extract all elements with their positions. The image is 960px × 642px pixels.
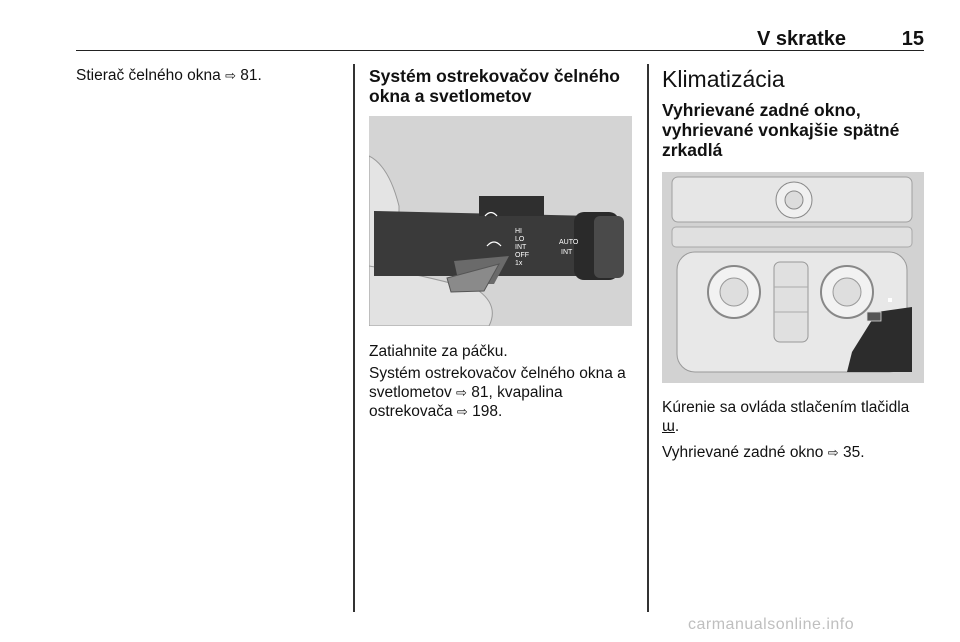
column-3 [662, 66, 932, 160]
label-lo: LO [515, 236, 525, 243]
rear-defrost-icon: ɯ [662, 418, 675, 435]
heated-rear-window-ref: Vyhrievané zadné okno ⇨ 35. [662, 444, 865, 461]
wiper-lever-figure [369, 116, 632, 326]
label-hi: HI [515, 228, 522, 235]
column-2 [369, 66, 639, 106]
reference-arrow-icon: ⇨ [456, 404, 468, 419]
watermark: carmanualsonline.info [688, 616, 855, 633]
column-1 [76, 66, 346, 85]
label-int: INT [515, 244, 527, 251]
climate-panel-figure [662, 172, 924, 383]
column-divider-1 [353, 64, 355, 612]
column-3-body [662, 398, 942, 462]
heated-window-heading: Vyhrievané zadné okno, vyhrievané vonkajšie spätné zrkadlá [662, 100, 900, 160]
rear-defrost-button [867, 312, 881, 321]
pull-lever-text: Zatiahnite za páčku. [369, 343, 508, 360]
label-off: OFF [515, 252, 529, 259]
heating-control-text: Kúrenie sa ovláda stlačením tlačidla ɯ. [662, 399, 910, 435]
wiper-reference: Stierač čelného okna ⇨ 81. [76, 67, 262, 84]
washer-section-title: Systém ostrekovačov čelného okna a svetlometov [369, 66, 620, 106]
label-auto: AUTO [559, 239, 579, 246]
reference-arrow-icon: ⇨ [827, 445, 839, 460]
page-number: 15 [901, 28, 924, 50]
wiper-lever-illustration [369, 116, 632, 326]
reference-arrow-icon: ⇨ [225, 68, 236, 83]
label-1x: 1x [515, 260, 523, 267]
reference-arrow-icon: ⇨ [456, 385, 467, 400]
indicator-led [888, 298, 892, 302]
climate-heading: Klimatizácia [662, 66, 785, 92]
column-divider-2 [647, 64, 649, 612]
column-2-body [369, 342, 644, 421]
label-int2: INT [561, 249, 573, 256]
section-title: V skratke [757, 28, 846, 50]
page-header [76, 22, 924, 51]
washer-system-text: Systém ostrekovačov čelného okna a svetlometov ⇨ 81, kvapalina ostrekovača ⇨ 198. [369, 365, 626, 420]
climate-panel-illustration [662, 172, 924, 383]
